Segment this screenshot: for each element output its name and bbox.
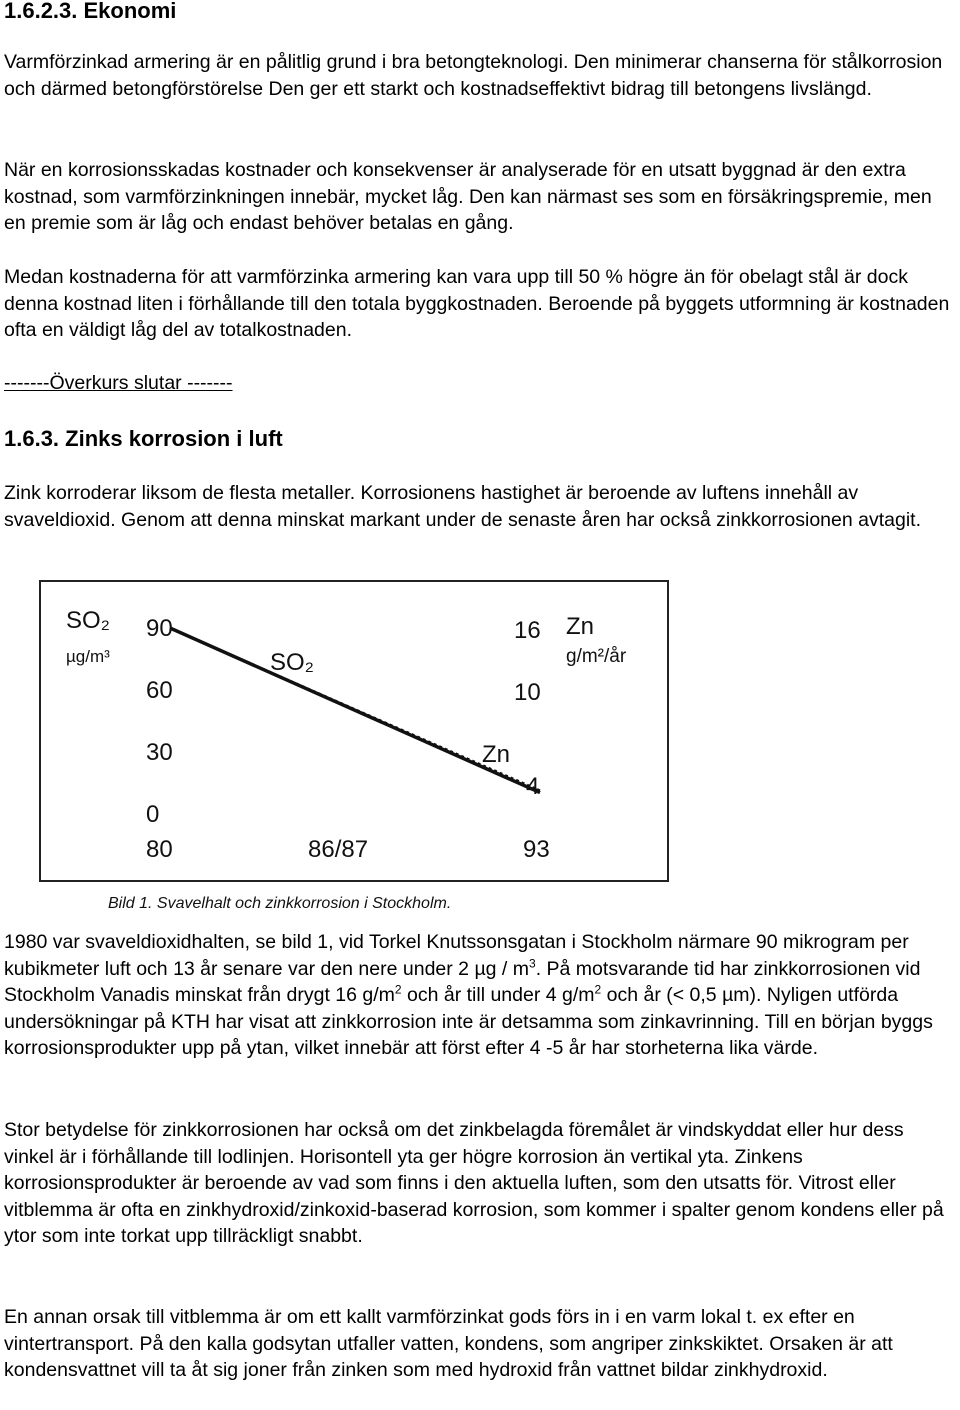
right-axis-unit: g/m²/år	[566, 646, 627, 667]
left-tick-60: 60	[146, 677, 173, 704]
left-tick-30: 30	[146, 739, 173, 766]
paragraph-zinc-intro: Zink korroderar liksom de flesta metaller. Korrosionens hastighet är beroende av luftens innehåll av svaveldioxid. Genom att denna minskat markant under de senaste åren har också zinkkorrosionen avtagit.	[4, 482, 921, 531]
p1-sup-2: 2	[394, 982, 402, 997]
series-label-zn: Zn	[482, 741, 511, 768]
p1-part-a: 1980 var svaveldioxidhalten, se bild 1, vid Torkel Knutssonsgatan i Stockholm närmare 90 mikrogram per kubikmeter luft och 13 år senare var den nere under 2 µg / m	[4, 931, 909, 980]
x-tick-80: 80	[146, 836, 173, 863]
left-axis-label: SO₂	[66, 607, 110, 634]
paragraph-after-figure-1	[4, 929, 949, 1062]
figure-so2-zn-chart	[0, 576, 680, 916]
left-tick-90: 90	[146, 615, 173, 642]
paragraph-economy-1: Varmförzinkad armering är en pålitlig grund i bra betongteknologi. Den minimerar chanserna för stålkorrosion och därmed betongförstörelse Den ger ett starkt och kostnadseffektivt bidrag till betongens livslängd.	[4, 51, 943, 100]
right-axis-label: Zn	[566, 613, 595, 640]
paragraph-after-figure-3: En annan orsak till vitblemma är om ett kallt varmförzinkat gods förs in i en varm lokal t. ex efter en vintertransport. På den kalla godsytan utfaller vatten, kondens, som angriper zinkskiktet. Orsaken är att kondensvattnet vill ta åt sig joner från zinken som med hydroxid från vattnet bildar zinkhydroxid.	[4, 1306, 893, 1381]
figure-caption: Bild 1. Svavelhalt och zinkkorrosion i Stockholm.	[108, 895, 452, 912]
x-tick-86-87: 86/87	[308, 836, 369, 863]
section-heading-zinc: 1.6.3. Zinks korrosion i luft	[4, 426, 283, 451]
overkurs-divider: -------Överkurs slutar -------	[4, 372, 233, 394]
series-label-so2: SO₂	[270, 649, 314, 676]
right-tick-4: 4	[526, 773, 540, 800]
chart-svg	[0, 576, 680, 916]
paragraph-economy-3: Medan kostnaderna för att varmförzinka armering kan vara upp till 50 % högre än för obelagt stål är dock denna kostnad liten i förhållande till den totala byggkostnaden. Beroende på byggets utformning är kostnaden ofta en väldigt låg del av totalkostnaden.	[4, 266, 950, 341]
paragraph-after-figure-2: Stor betydelse för zinkkorrosionen har också om det zinkbelagda föremålet är vindskyddat eller hur dess vinkel är i förhållande till lodlinjen. Horisontell yta ger högre korrosion än vertikal yta. Zinkens korrosionsprodukter är beroende av vad som finns i den aktuella luften, som den utsatts för. Vitrost eller vitblemma är ofta en zinkhydroxid/zinkoxid-baserad korrosion, som kommer i spalter genom kondens eller på ytor som inte torkat upp tillräckligt snabbt.	[4, 1119, 944, 1247]
right-tick-10: 10	[514, 679, 541, 706]
section-heading-economy: 1.6.2.3. Ekonomi	[4, 0, 177, 23]
p1-part-d: och år (< 0,5 µm). Nyligen utförda undersökningar på KTH har visat att zinkkorrosion inte är detsamma som zinkavrinning. Till en början byggs korrosionsprodukter upp på ytan, vilket innebär att först efter 4 -5 år har storheterna lika värde.	[4, 984, 933, 1059]
p1-part-b: . På motsvarande tid har zinkkorrosionen vid Stockholm Vanadis minskat från drygt 16 g/m	[4, 957, 921, 1006]
p1-sup-3: 2	[594, 982, 602, 997]
p1-part-c: och år till under 4 g/m	[401, 984, 595, 1006]
right-tick-16: 16	[514, 617, 541, 644]
left-tick-0: 0	[146, 801, 160, 828]
paragraph-economy-2: När en korrosionsskadas kostnader och konsekvenser är analyserade för en utsatt byggnad är den extra kostnad, som varmförzinkningen innebär, mycket låg. Den kan närmast ses som en försäkringspremie, men en premie som är låg och endast behöver betalas en gång.	[4, 159, 932, 234]
x-tick-93: 93	[523, 836, 550, 863]
left-axis-unit: µg/m³	[66, 647, 110, 666]
p1-sup-1: 3	[529, 956, 536, 970]
